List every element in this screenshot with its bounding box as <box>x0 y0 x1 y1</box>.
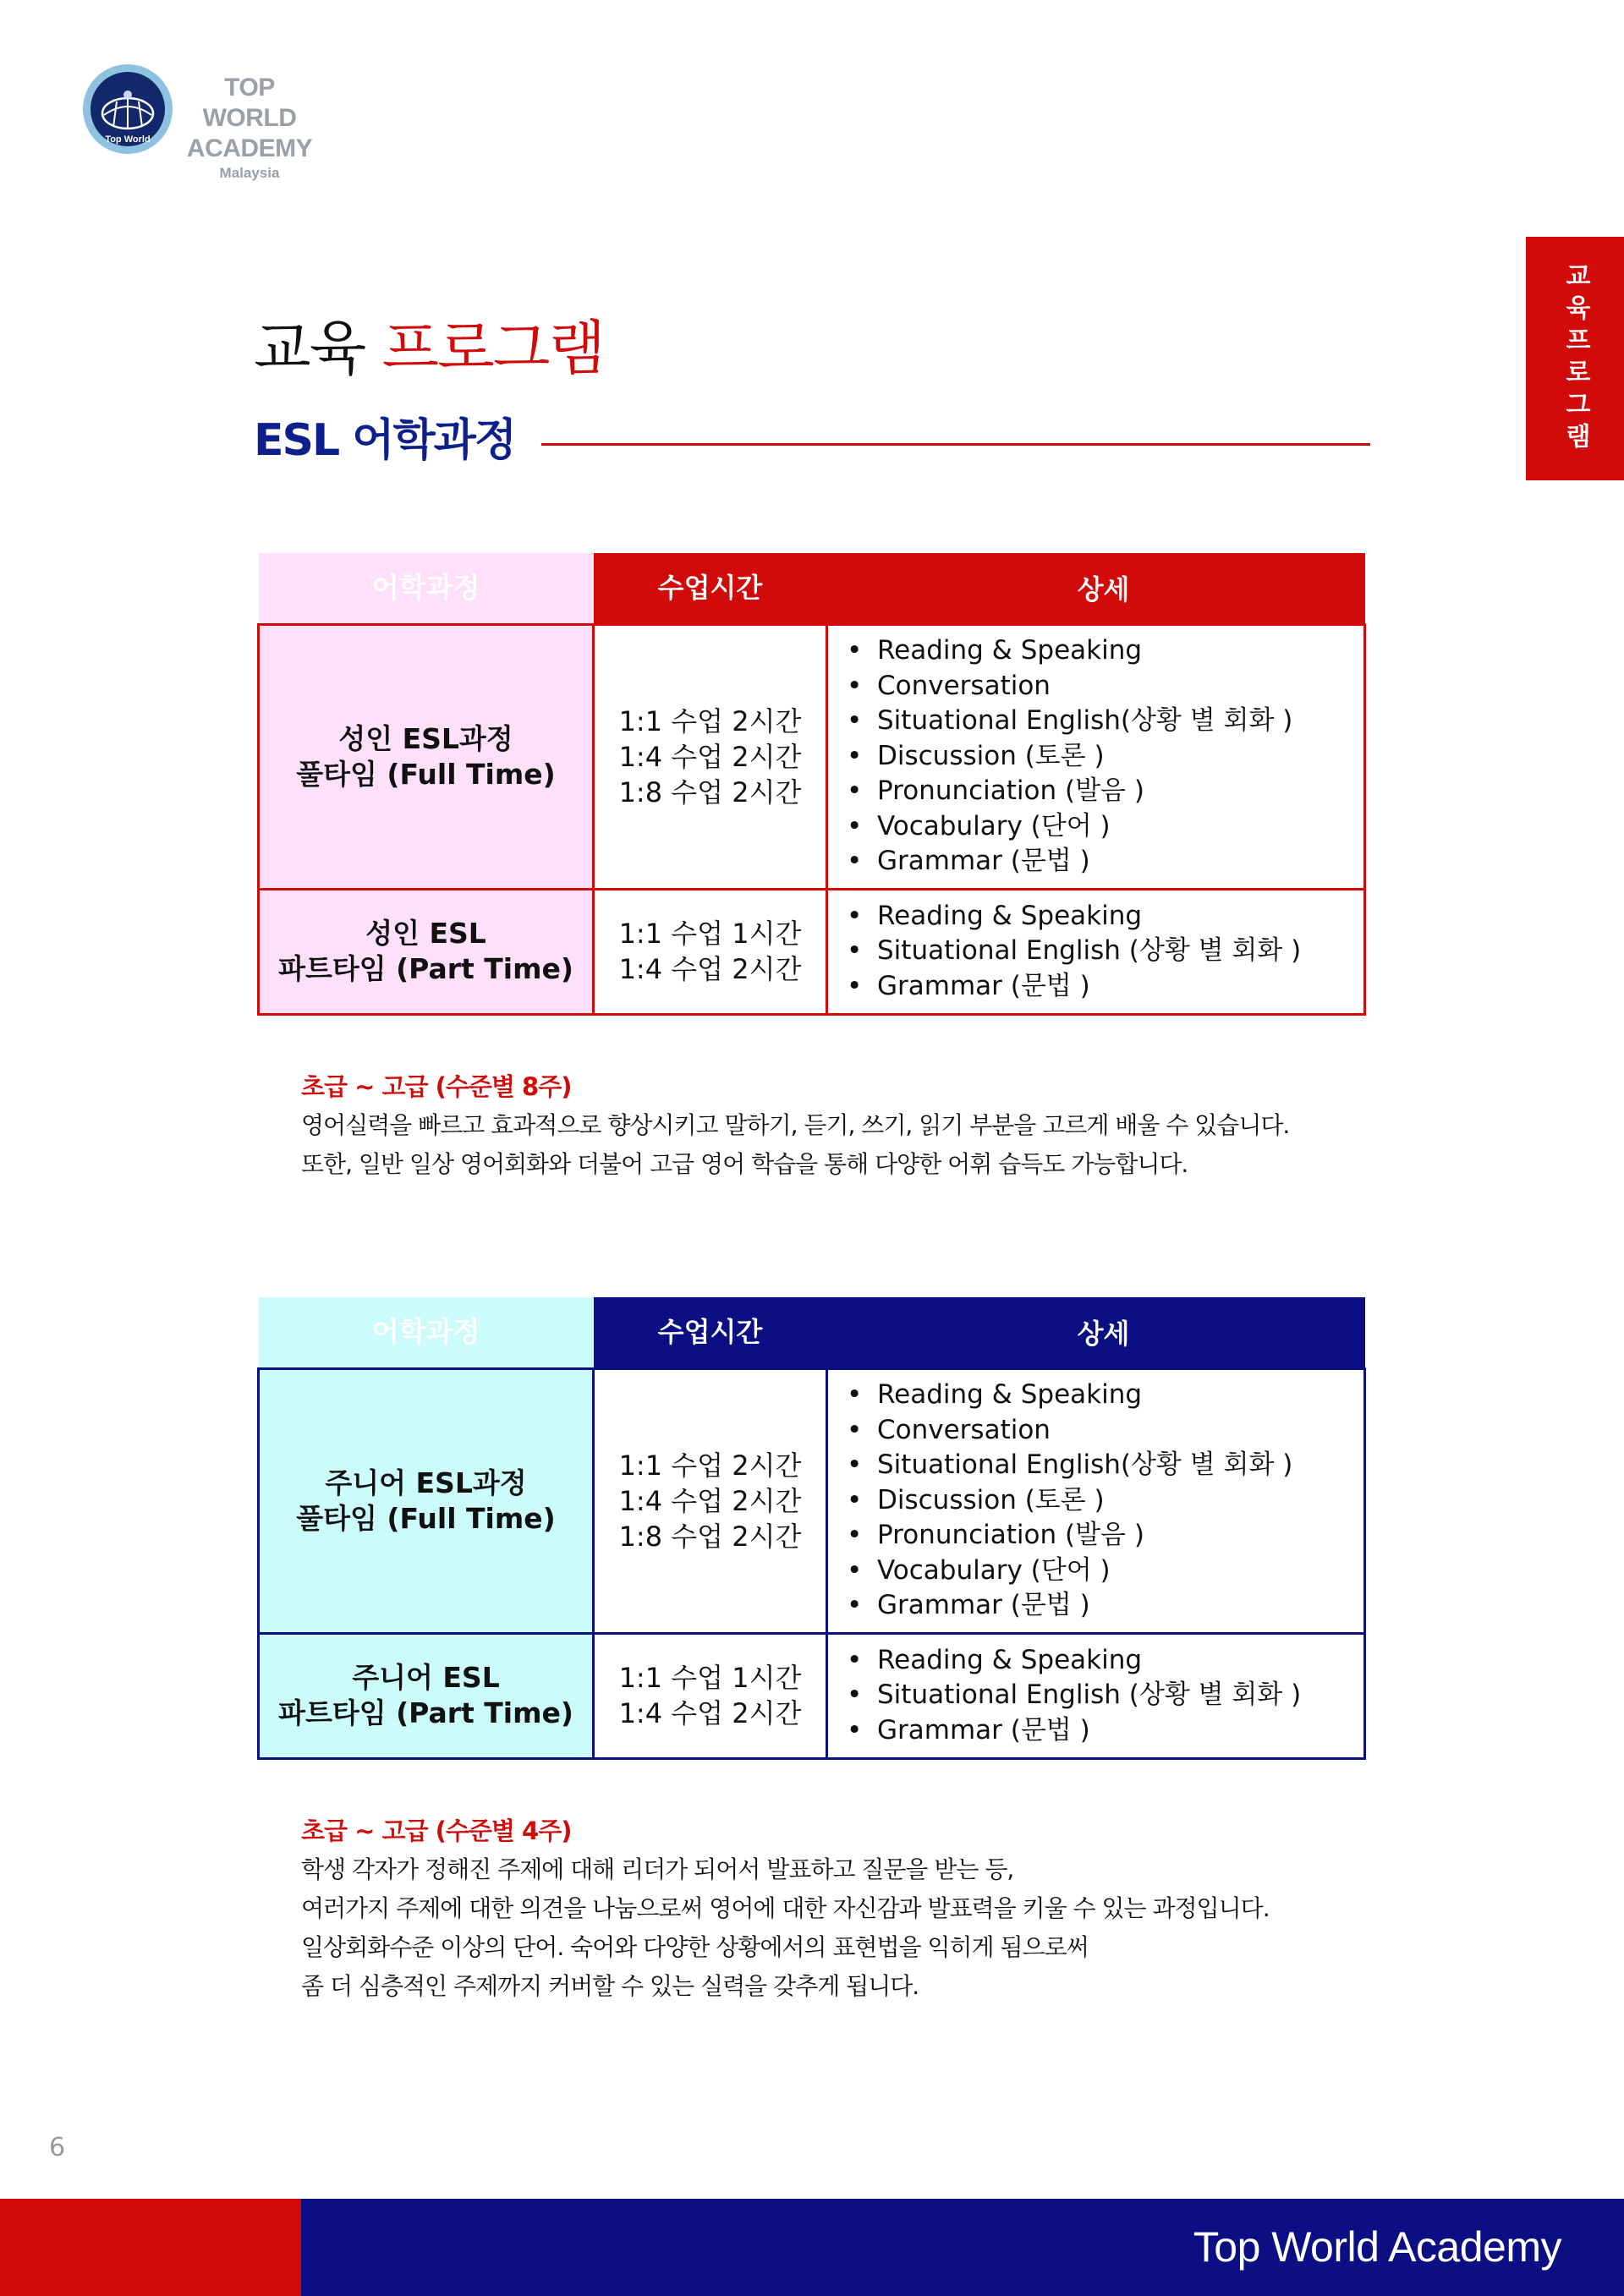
time-cell <box>594 624 827 889</box>
table-row <box>259 889 1365 1014</box>
logo-line-1: TOP WORLD <box>202 74 297 132</box>
academy-logo <box>83 64 337 181</box>
detail-list <box>843 899 1363 1005</box>
logo-wordmark <box>178 73 321 183</box>
detail-item: • Pronunciation (발음 ) <box>843 774 1363 809</box>
detail-list <box>843 633 1363 879</box>
page-title-part-2: 프로그램 <box>381 314 604 383</box>
subtitle-divider <box>541 443 1370 446</box>
adult-course-description <box>301 1067 1289 1184</box>
description-line: 또한, 일반 일상 영어회화와 더불어 고급 영어 학습을 통해 다양한 어휘 습득도 가능합니다. <box>301 1150 1188 1178</box>
detail-cell <box>827 624 1365 889</box>
course-type: 파트타임 (Part Time) <box>278 1696 573 1729</box>
table-row <box>259 1633 1365 1758</box>
footer-brand: Top World Academy <box>1193 2223 1561 2271</box>
adult-course-table <box>257 553 1366 1016</box>
header-course: 어학과정 <box>259 1297 594 1368</box>
section-subtitle: ESL 어학과정 <box>254 415 516 466</box>
detail-item: • Pronunciation (발음 ) <box>843 1518 1363 1553</box>
time-item: 1:1 수업 2시간 <box>618 704 802 737</box>
time-item: 1:1 수업 1시간 <box>618 1662 802 1694</box>
description-heading: 초급 ~ 고급 (수준별 8주) <box>301 1072 572 1101</box>
time-item: 1:1 수업 2시간 <box>618 1449 802 1482</box>
detail-item: • Situational English (상황 별 회화 ) <box>843 934 1363 969</box>
time-item: 1:4 수업 2시간 <box>618 1697 802 1729</box>
description-heading: 초급 ~ 고급 (수준별 4주) <box>301 1817 572 1845</box>
detail-item: • Situational English (상황 별 회화 ) <box>843 1678 1363 1713</box>
side-tab-label: 교육프로그램 <box>1561 262 1590 455</box>
description-line: 여러가지 주제에 대한 의견을 나눔으로써 영어에 대한 자신감과 발표력을 키울 수 있는 과정입니다. <box>301 1894 1270 1922</box>
detail-item: • Reading & Speaking <box>843 899 1363 934</box>
detail-item: • Situational English(상황 별 회화 ) <box>843 704 1363 739</box>
junior-course-description <box>301 1811 1270 2006</box>
course-name: 성인 ESL과정 <box>338 721 513 755</box>
table-row <box>259 1368 1365 1633</box>
time-item: 1:8 수업 2시간 <box>618 1520 802 1553</box>
description-line: 영어실력을 빠르고 효과적으로 향상시키고 말하기, 듣기, 쓰기, 읽기 부분을 고르게 배울 수 있습니다. <box>301 1111 1290 1139</box>
logo-line-3: Malaysia <box>219 165 280 181</box>
description-line: 학생 각자가 정해진 주제에 대해 리더가 되어서 발표하고 질문을 받는 등, <box>301 1855 1014 1883</box>
detail-item: • Reading & Speaking <box>843 1643 1363 1679</box>
course-type: 풀타임 (Full Time) <box>296 757 556 791</box>
detail-item: • Grammar (문법 ) <box>843 969 1363 1005</box>
detail-item: • Conversation <box>843 669 1363 704</box>
footer-red-block <box>0 2199 301 2296</box>
page-title-part-1: 교육 <box>254 314 365 383</box>
junior-course-table <box>257 1297 1366 1760</box>
header-detail: 상세 <box>827 553 1365 624</box>
detail-item: • Discussion (토론 ) <box>843 1483 1363 1519</box>
time-item: 1:8 수업 2시간 <box>618 775 802 808</box>
time-item: 1:4 수업 2시간 <box>618 953 802 985</box>
course-cell <box>259 889 594 1014</box>
detail-list <box>843 1378 1363 1624</box>
detail-item: • Reading & Speaking <box>843 1378 1363 1413</box>
description-line: 좀 더 심층적인 주제까지 커버할 수 있는 실력을 갖추게 됩니다. <box>301 1972 919 2000</box>
time-item: 1:4 수업 2시간 <box>618 740 802 773</box>
header-detail: 상세 <box>827 1297 1365 1368</box>
course-cell <box>259 1633 594 1758</box>
time-item: 1:1 수업 1시간 <box>618 918 802 950</box>
detail-list <box>843 1643 1363 1749</box>
table-row <box>259 624 1365 889</box>
header-time: 수업시간 <box>594 553 827 624</box>
course-type: 파트타임 (Part Time) <box>278 952 573 985</box>
page-title <box>254 310 604 387</box>
detail-item: • Vocabulary (단어 ) <box>843 1553 1363 1589</box>
detail-item: • Reading & Speaking <box>843 633 1363 669</box>
detail-item: • Grammar (문법 ) <box>843 1713 1363 1749</box>
course-cell <box>259 624 594 889</box>
course-name: 성인 ESL <box>365 917 486 950</box>
description-line: 일상회화수준 이상의 단어. 숙어와 다양한 상황에서의 표현법을 익히게 됨으로써 <box>301 1933 1089 1961</box>
detail-cell <box>827 1368 1365 1633</box>
header-course: 어학과정 <box>259 553 594 624</box>
svg-text:Top World: Top World <box>105 134 151 145</box>
course-type: 풀타임 (Full Time) <box>296 1501 556 1535</box>
detail-item: • Vocabulary (단어 ) <box>843 809 1363 845</box>
time-cell <box>594 1633 827 1758</box>
header-time: 수업시간 <box>594 1297 827 1368</box>
detail-cell <box>827 889 1365 1014</box>
detail-item: • Conversation <box>843 1413 1363 1449</box>
footer-bar <box>301 2199 1624 2296</box>
course-name: 주니어 ESL <box>352 1661 500 1694</box>
section-side-tab <box>1526 237 1624 480</box>
detail-item: • Grammar (문법 ) <box>843 844 1363 879</box>
time-cell <box>594 1368 827 1633</box>
detail-cell <box>827 1633 1365 1758</box>
time-cell <box>594 889 827 1014</box>
logo-line-2: ACADEMY <box>186 134 313 162</box>
course-name: 주니어 ESL과정 <box>325 1466 527 1499</box>
detail-item: • Grammar (문법 ) <box>843 1588 1363 1624</box>
page-number: 6 <box>49 2133 66 2162</box>
globe-logo-icon <box>83 64 173 154</box>
detail-item: • Situational English(상황 별 회화 ) <box>843 1448 1363 1483</box>
course-cell <box>259 1368 594 1633</box>
time-item: 1:4 수업 2시간 <box>618 1484 802 1517</box>
detail-item: • Discussion (토론 ) <box>843 739 1363 775</box>
